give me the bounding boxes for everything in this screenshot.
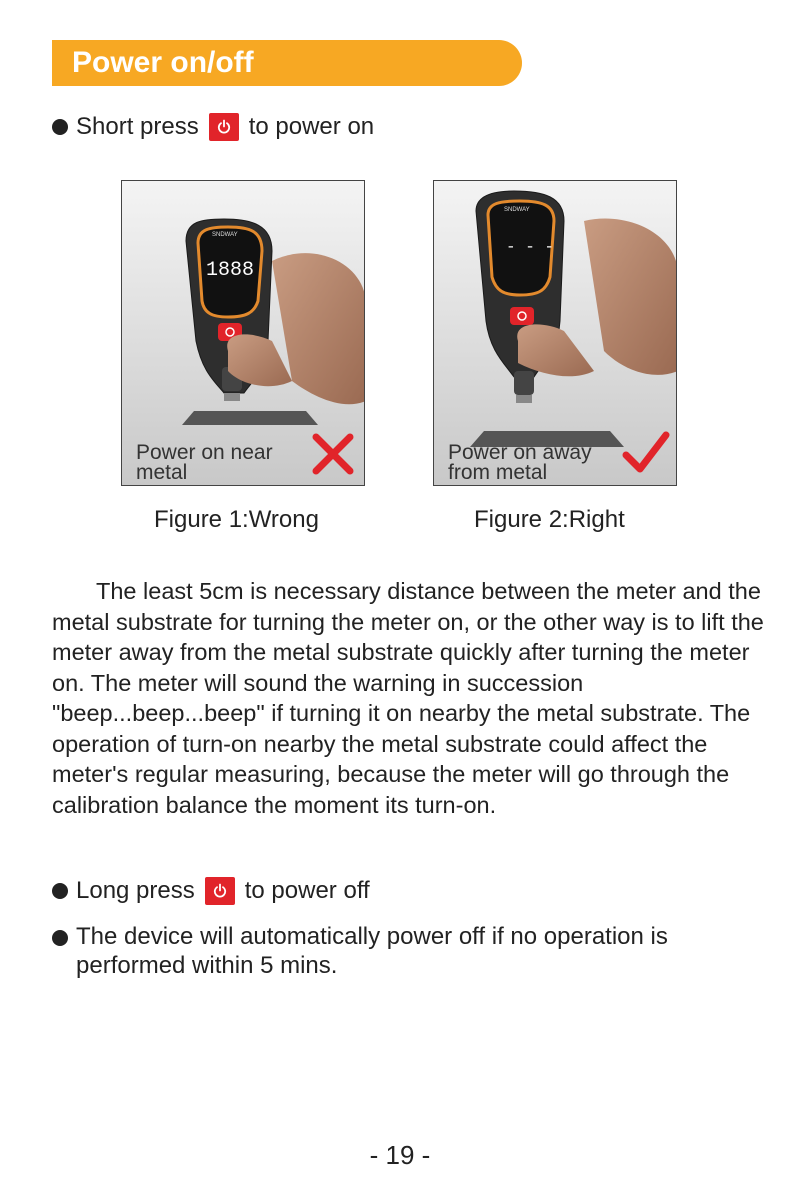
figure-1-caption: Figure 1:Wrong	[154, 506, 319, 533]
meter-brand-text: SNDWAY	[212, 232, 238, 238]
meter-brand-text: SNDWAY	[504, 207, 530, 213]
paragraph-text: The least 5cm is necessary distance between the meter and the metal substrate for turning the meter on, or the other way is to lift the meter away from the metal substrate quickly after turning the meter on. The meter will sound the warning in succession "beep...beep...beep" if turning it on nearby the metal substrate. The operation of turn-on nearby the metal substrate could affect the meter's regular measuring, because the meter will go through the calibration balance the moment its turn-on.	[52, 578, 764, 818]
section-header-banner	[52, 40, 522, 86]
explanation-paragraph	[52, 576, 772, 820]
bullet-long-press	[52, 876, 370, 906]
red-check-icon	[620, 427, 672, 479]
figure-right-image	[433, 180, 677, 486]
long-press-suffix: to power off	[244, 877, 370, 904]
meter-lcd-reading: - - -	[506, 238, 555, 256]
long-press-prefix: Long press	[76, 877, 195, 904]
power-button-icon	[209, 113, 239, 141]
bullet-dot	[52, 119, 68, 135]
figure-wrong-image	[121, 180, 365, 486]
bullet-auto-off	[52, 922, 736, 980]
figure-right-overlay-text: Power on away from metal	[448, 441, 592, 484]
auto-off-text: The device will automatically power off if no operation is performed within 5 mins.	[76, 923, 668, 979]
short-press-suffix: to power on	[248, 113, 375, 140]
short-press-prefix: Short press	[76, 113, 199, 140]
figure-2-caption: Figure 2:Right	[474, 506, 625, 533]
bullet-dot	[52, 930, 68, 946]
section-title: Power on/off	[72, 46, 254, 79]
page-number: - 19 -	[369, 1140, 431, 1170]
bullet-dot	[52, 883, 68, 899]
figure-wrong-overlay-text: Power on near metal	[136, 441, 273, 484]
red-cross-icon	[310, 431, 356, 477]
power-button-icon	[205, 877, 235, 905]
meter-lcd-reading: 1888	[206, 259, 255, 282]
bullet-short-press	[52, 112, 374, 142]
